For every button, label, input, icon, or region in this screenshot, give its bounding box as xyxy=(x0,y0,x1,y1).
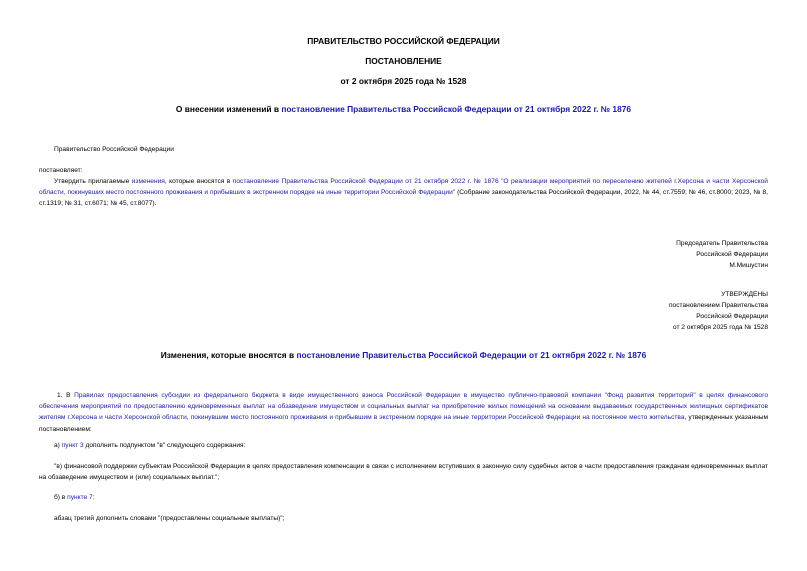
document-type-heading: ПОСТАНОВЛЕНИЕ xyxy=(365,56,442,66)
item-1-paragraph xyxy=(39,390,768,435)
subitem-b-prefix: б) в xyxy=(54,494,68,501)
document-date-number: от 2 октября 2025 года № 1528 xyxy=(340,76,467,86)
preamble-text-2: , которые вносятся в xyxy=(164,178,233,185)
issuer-text: Правительство Российской Федерации xyxy=(54,146,174,153)
approval-title: УТВЕРЖДЕНЫ xyxy=(721,291,768,298)
signature-position: Председатель Правительства xyxy=(676,240,768,247)
subitem-b-text: : xyxy=(92,494,95,501)
approval-block xyxy=(669,289,768,333)
changes-title-link[interactable]: постановление Правительства Российской Федерации от 21 октября 2022 г. № 1876 xyxy=(296,350,647,360)
approval-line-2: постановлением Правительства xyxy=(668,302,768,309)
item-1-tail: , утвержденных указанным постановлением: xyxy=(39,414,768,433)
government-heading: ПРАВИТЕЛЬСТВО РОССИЙСКОЙ ФЕДЕРАЦИИ xyxy=(307,36,500,46)
subitem-a-prefix: а) xyxy=(54,442,62,449)
subitem-a-text: дополнить подпунктом "в" следующего содержания: xyxy=(83,442,246,449)
preamble-paragraph xyxy=(39,176,768,210)
signature-block xyxy=(676,238,768,271)
changes-title-prefix: Изменения, которые вносятся в xyxy=(160,350,297,360)
point-7-link[interactable]: пункте 7 xyxy=(67,494,93,501)
subitem-b xyxy=(54,492,95,503)
document-title xyxy=(0,104,807,114)
decides-text: постановляет: xyxy=(39,167,83,174)
approval-line-4: от 2 октября 2025 года № 1528 xyxy=(672,324,768,331)
changes-title xyxy=(0,350,807,360)
approval-line-3: Российской Федерации xyxy=(696,313,768,320)
quote-subpoint-v: "в) финансовой поддержки субъектам Российской Федерации в целях предоставления компенсации в связи с исполнением вступивших в законную силу судебных актов в части предоставления гражданам единовременных выплат на обзаведение имуществом и (или) социальных выплат."; xyxy=(39,463,768,482)
point-3-link[interactable]: пункт 3 xyxy=(61,442,84,449)
preamble-text-1: Утвердить прилагаемые xyxy=(54,178,132,185)
document-title-prefix: О внесении изменений в xyxy=(175,104,282,114)
abzac-text: абзац третий дополнить словами "(предоставлены социальные выплаты)"; xyxy=(54,515,285,522)
changes-link[interactable]: изменения xyxy=(131,178,165,185)
document-title-link[interactable]: постановление Правительства Российской Федерации от 21 октября 2022 г. № 1876 xyxy=(281,104,632,114)
decree-1876-link[interactable]: постановление Правительства Российской Федерации от 21 октября 2022 г. № 1876 "О реализации мероприятий по переселению жителей г.Херсона и части Херсонской области, покинувших место постоянного проживания и прибывших в экстренном порядке на иные территории Российской Федерации" xyxy=(39,178,768,197)
subitem-a xyxy=(54,440,245,451)
preamble-text-3: (Собрание законодательства Российской Федерации, 2022, № 44, ст.7559; № 46, ст.8000; 2023, № 8, ст.1319; № 31, ст.6071; № 45, ст.8077). xyxy=(39,189,768,208)
signature-organization: Российской Федерации xyxy=(696,251,768,258)
signature-name: М.Мишустин xyxy=(729,262,768,269)
item-1-number: 1. В xyxy=(57,392,75,399)
rules-link[interactable]: Правилах предоставления субсидии из федерального бюджета в виде имущественного взноса Российской Федерации в имущество публично-правовой компании "Фонд развития территорий" в целях финансового обеспечения мероприятий по предоставлению единовременных выплат на обзаведение имуществом и социальных выплат на приобретение жилых помещений на основании выдаваемых государственных жилищных сертификатов жителям г.Херсона и части Херсонской области, покинувшим место постоянного проживания и прибывшим в экстренном порядке на иные территории Российской Федерации на постоянное место жительства xyxy=(39,392,769,422)
